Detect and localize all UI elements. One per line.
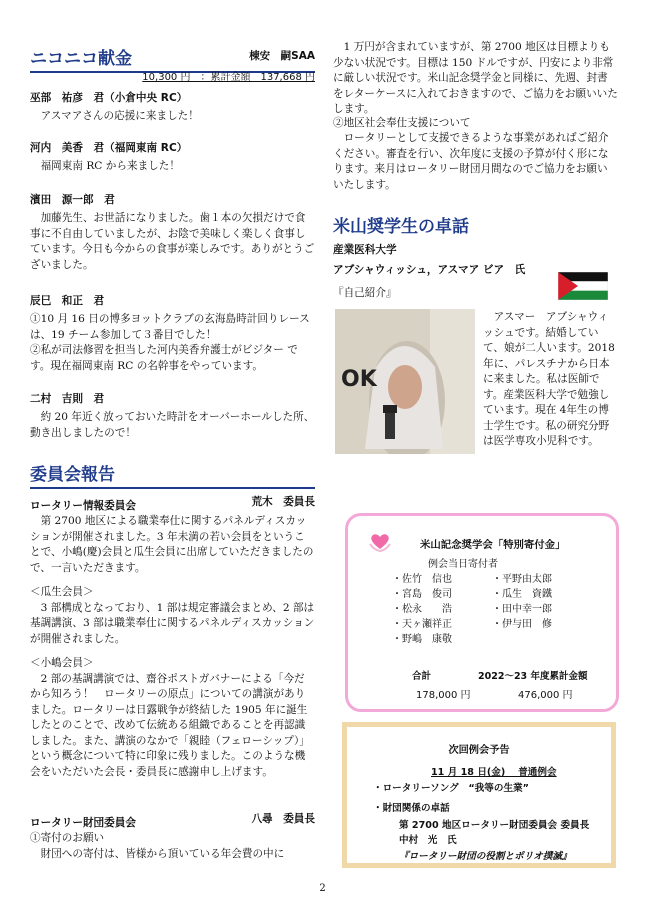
photo-background-text: OK xyxy=(341,367,377,392)
donor-name: ・平野由太郎 xyxy=(492,574,552,585)
committee-chair: 荒木 委員長 xyxy=(251,496,315,508)
entry-text: 福岡東南 RC から来ました！ xyxy=(40,160,180,172)
report-text: 2 部の基調講演では、齋谷ポストガバナーによる「今だから知ろう！ ロータリーの原点」についての講演がありました。ロータリーは日露戦争が終結した 1905 年に誕生したとのことで、改めて伝統ある組織であることを再認識しました。また、講演のなかで「親睦（フェローシップ）」という概念について特に印象に残りました。このような機会をいただいた会長・委員長に感謝申し上げます。 xyxy=(30,672,310,778)
nikoniko-entry xyxy=(30,192,315,273)
total-value: 178,000 円 xyxy=(416,690,471,701)
committee-title: 委員会報告 xyxy=(30,460,315,489)
yoneyama-header xyxy=(333,212,618,239)
donation-title: 米山記念奨学会「特別寄付金」 xyxy=(420,539,566,551)
yoneyama-title: 米山奨学生の卓話 xyxy=(333,217,469,237)
talk-topic: 『ロータリー財団の役割とポリオ撲滅』 xyxy=(399,851,572,862)
report-text: 財団への寄付は、皆様から頂いている年会費の中に xyxy=(40,847,285,860)
zaidan-committee xyxy=(30,811,315,862)
committee-header xyxy=(30,460,315,489)
donor-name: ・佐竹 信也 xyxy=(392,574,452,585)
intro-text: アスマー アブシャウィッシュです。結婚していて、娘が二人います。2018 年に、パレスチナから日本に来ました。私は医師です。産業医科大学で勉強しています。現在 4年生の博士学生です。私の研究分野は医学専攻小児科です。 xyxy=(483,311,615,447)
palestine-flag-icon xyxy=(558,272,608,300)
next-meeting-date: 11 月 18 日(金) 普通例会 xyxy=(431,767,557,778)
committee-chair: 八尋 委員長 xyxy=(251,813,315,825)
entry-text: アスマアさんの応援に来ました！ xyxy=(40,110,199,122)
total-label: 合計 xyxy=(412,671,432,682)
intro-label: 『自己紹介』 xyxy=(333,287,397,299)
entry-text: 加藤先生、お世話になりました。歯１本の欠損だけで食事に不自由していましたが、お陰で美味しく楽しく食事しています。今日も今からの食事が楽しみです。ありがとうございました。 xyxy=(30,212,315,271)
committee-name: ロータリー情報委員会 xyxy=(30,500,136,512)
next-meeting-title: 次回例会予告 xyxy=(448,745,510,756)
entry-name: 河内 美香 君（福岡東南 RC） xyxy=(30,142,188,154)
nikoniko-officer: 棟安 嗣SAA xyxy=(249,50,315,62)
report-text: 3 部構成となっており、1 部は規定審議会まとめ、2 部は基調講演、3 部は職業奉仕に関するパネルディスカッションが開催されました。 xyxy=(30,601,315,645)
cumulative-label: 2022～23 年度累計金額 xyxy=(478,671,588,682)
entry-name: 巫部 祐彦 君（小倉中央 RC） xyxy=(30,92,188,104)
nikoniko-title: ニコニコ献金 xyxy=(30,44,315,73)
report-text: ロータリーとして支援できるような事業があればご紹介ください。審査を行い、次年度に支援の予算が付く形になります。来月はロータリー財団月間なのでご協力をお願いいたします。 xyxy=(333,132,609,191)
donor-name: ・宮島 俊司 xyxy=(392,589,452,600)
donor-name: ・田中幸一郎 xyxy=(492,604,552,615)
donation-box xyxy=(345,513,619,712)
heart-hands-icon xyxy=(368,530,392,552)
report-text: 1 万円が含まれていますが、第 2700 地区は目標よりも少ない状況です。目標は 150 ドルですが、円安により非常に厳しい状況です。米山記念奨学金と同様に、先週、封書をレターケースに入れておきますので、ご協力をお願いいたします。 xyxy=(333,41,618,115)
next-meeting-talk: ・財団関係の卓話 xyxy=(373,803,450,814)
entry-name: 濱田 源一郎 君 xyxy=(30,194,115,206)
student-photo xyxy=(335,309,475,454)
report-subheading: ①寄付のお願い xyxy=(30,832,105,844)
report-text: 第 2700 地区による職業奉仕に関するパネルディスカッションが開催されました。3 年未満の若い会員をということで、小嶋(慶)会員と瓜生会員に出席していただきましたので、一言いただきます。 xyxy=(30,515,314,574)
entry-text: ①10 月 16 日の博多ヨットクラブの玄海島時計回りレースは、19 チーム参加して３番目でした！ xyxy=(30,313,310,341)
donor-list-right xyxy=(492,572,592,632)
nikoniko-entry xyxy=(30,293,315,374)
donor-name: ・天ヶ瀬祥正 xyxy=(392,619,452,630)
page-number: 2 xyxy=(319,883,326,894)
nikoniko-amount: 10,300 円 ：累計金額 137,668 円 xyxy=(142,72,315,83)
entry-name: 二村 吉則 君 xyxy=(30,393,105,405)
report-subheading: ②地区社会奉仕支援について xyxy=(333,117,471,129)
entry-name: 辰巳 和正 君 xyxy=(30,295,105,307)
donor-name: ・野嶋 康敬 xyxy=(392,634,452,645)
joho-committee xyxy=(30,494,315,780)
report-subheading: ＜小嶋会員＞ xyxy=(30,657,94,669)
university-name: 産業医科大学 xyxy=(333,244,397,256)
next-meeting-box xyxy=(342,722,616,868)
nikoniko-header xyxy=(30,44,315,73)
donor-name: ・松永 浩 xyxy=(392,604,452,615)
cumulative-value: 476,000 円 xyxy=(518,690,573,701)
speaker-name: 中村 光 氏 xyxy=(399,835,457,846)
donation-subtitle: 例会当日寄付者 xyxy=(428,559,498,570)
student-name: アブシャウィッシュ，アスマア ビア 氏 xyxy=(333,264,526,276)
entry-text: ②私が司法修習を担当した河内美香弁護士がビジター です。現在福岡東南 RC の名幹事をやっています。 xyxy=(30,344,298,372)
speaker-title: 第 2700 地区ロータリー財団委員会 委員長 xyxy=(399,820,590,831)
committee-name: ロータリー財団委員会 xyxy=(30,817,136,829)
nikoniko-entry xyxy=(30,140,315,175)
donor-name: ・瓜生 資鐵 xyxy=(492,589,552,600)
donor-list-left xyxy=(392,572,492,647)
nikoniko-entry xyxy=(30,90,315,125)
donor-name: ・伊与田 修 xyxy=(492,619,552,630)
next-meeting-song: ・ロータリーソング “我等の生業” xyxy=(373,783,529,794)
entry-text: 約 20 年近く放っておいた時計をオーバーホールした所、動き出しましたので！ xyxy=(30,411,315,439)
report-subheading: ＜瓜生会員＞ xyxy=(30,586,94,598)
nikoniko-entry xyxy=(30,391,315,441)
